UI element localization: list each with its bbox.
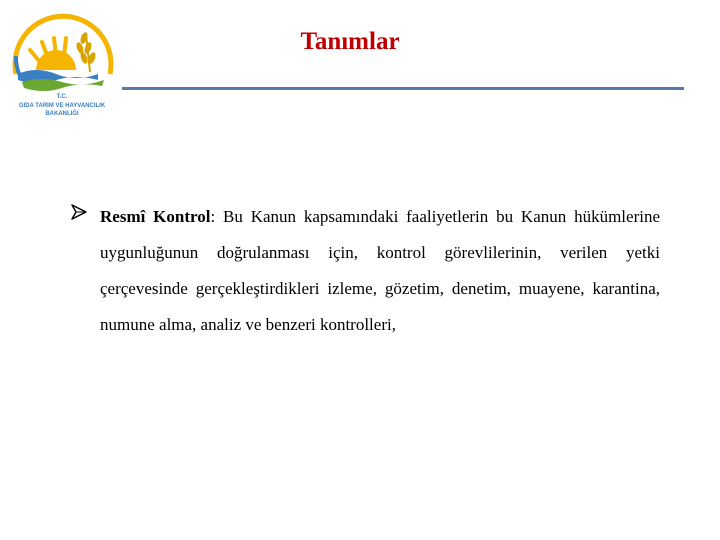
definition-term: Resmî Kontrol	[100, 207, 211, 226]
definition-body: : Bu Kanun kapsamındaki faaliyetlerin bu Kanun hükümlerine uygunluğunun doğrulanması için, kontrol görevlilerinin, verilen yetki çerçevesinde gerçekleştirdikleri izleme, gözetim, denetim, muayene, karantina, numune alma, analiz ve benzeri kontrolleri,	[100, 207, 661, 334]
logo-line1: T.C.	[56, 94, 68, 100]
page-title: Tanımlar	[300, 28, 400, 55]
ministry-logo	[6, 4, 118, 120]
definition-text	[100, 199, 660, 343]
definition-item	[70, 199, 660, 343]
ministry-emblem-icon	[6, 4, 118, 120]
logo-line3: BAKANLIĞI	[45, 111, 79, 117]
logo-line2: GIDA TARIM VE HAYVANCILIK	[18, 103, 106, 109]
title-divider	[122, 87, 684, 90]
arrow-bullet-icon	[70, 203, 88, 221]
